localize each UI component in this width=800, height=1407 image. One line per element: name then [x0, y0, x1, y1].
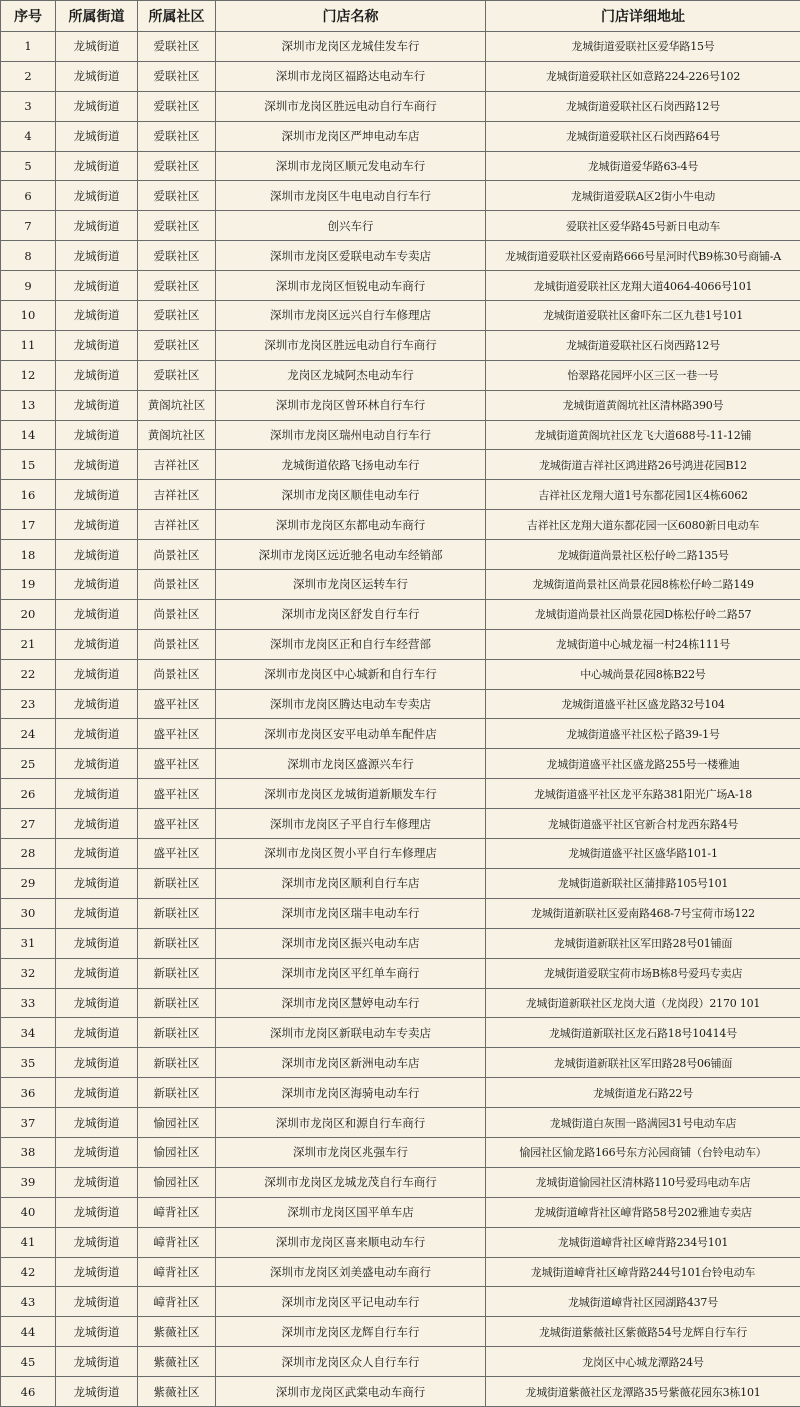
cell-index: 12: [1, 360, 56, 390]
cell-store-name: 深圳市龙岗区远兴自行车修理店: [216, 301, 486, 331]
cell-index: 27: [1, 809, 56, 839]
cell-street: 龙城街道: [56, 1078, 138, 1108]
cell-address: 龙城街道爱联社区龙翔大道4064-4066号101: [486, 271, 800, 301]
table-row: [1, 1048, 800, 1078]
cell-community: 爱联社区: [138, 211, 216, 241]
header-index: 序号: [1, 1, 56, 32]
cell-address: 龙城街道盛平社区松子路39-1号: [486, 719, 800, 749]
cell-store-name: 深圳市龙岗区盛源兴车行: [216, 749, 486, 779]
cell-street: 龙城街道: [56, 1167, 138, 1197]
cell-community: 愉园社区: [138, 1167, 216, 1197]
cell-address: 龙城街道中心城龙福一村24栋111号: [486, 629, 800, 659]
cell-address: 爱联社区爱华路45号新日电动车: [486, 211, 800, 241]
cell-community: 尚景社区: [138, 570, 216, 600]
cell-index: 15: [1, 450, 56, 480]
cell-address: 龙城街道爱联社区爱南路666号星河时代B9栋30号商铺-A: [486, 241, 800, 271]
header-store-name: 门店名称: [216, 1, 486, 32]
cell-community: 尚景社区: [138, 599, 216, 629]
cell-community: 新联社区: [138, 988, 216, 1018]
cell-address: 龙城街道爱联社区石岗西路12号: [486, 91, 800, 121]
cell-index: 4: [1, 121, 56, 151]
table-row: [1, 390, 800, 420]
cell-community: 黄阁坑社区: [138, 420, 216, 450]
cell-store-name: 深圳市龙岗区恒锐电动车商行: [216, 271, 486, 301]
cell-community: 盛平社区: [138, 839, 216, 869]
cell-store-name: 深圳市龙岗区正和自行车经营部: [216, 629, 486, 659]
cell-store-name: 深圳市龙岗区福路达电动车行: [216, 61, 486, 91]
table-row: [1, 749, 800, 779]
table-row: [1, 809, 800, 839]
cell-index: 44: [1, 1317, 56, 1347]
cell-community: 新联社区: [138, 958, 216, 988]
cell-community: 吉祥社区: [138, 450, 216, 480]
cell-street: 龙城街道: [56, 898, 138, 928]
cell-community: 嶂背社区: [138, 1257, 216, 1287]
cell-store-name: 深圳市龙岗区腾达电动车专卖店: [216, 689, 486, 719]
table-row: [1, 450, 800, 480]
cell-store-name: 深圳市龙岗区振兴电动车店: [216, 928, 486, 958]
cell-community: 新联社区: [138, 1018, 216, 1048]
cell-community: 紫薇社区: [138, 1317, 216, 1347]
cell-address: 龙城街道龙石路22号: [486, 1078, 800, 1108]
header-street: 所属街道: [56, 1, 138, 32]
table-row: [1, 480, 800, 510]
cell-address: 龙城街道愉园社区清林路110号爱玛电动车店: [486, 1167, 800, 1197]
cell-street: 龙城街道: [56, 390, 138, 420]
cell-store-name: 深圳市龙岗区和源自行车商行: [216, 1108, 486, 1138]
table-row: [1, 1347, 800, 1377]
cell-community: 爱联社区: [138, 301, 216, 331]
table-row: [1, 1137, 800, 1167]
cell-street: 龙城街道: [56, 301, 138, 331]
cell-store-name: 创兴车行: [216, 211, 486, 241]
cell-community: 黄阁坑社区: [138, 390, 216, 420]
table-row: [1, 330, 800, 360]
cell-community: 愉园社区: [138, 1108, 216, 1138]
cell-address: 愉园社区愉龙路166号东方沁园商铺（台铃电动车）: [486, 1137, 800, 1167]
cell-street: 龙城街道: [56, 1287, 138, 1317]
table-row: [1, 988, 800, 1018]
header-address: 门店详细地址: [486, 1, 800, 32]
cell-store-name: 深圳市龙岗区贺小平自行车修理店: [216, 839, 486, 869]
table-row: [1, 1078, 800, 1108]
table-row: [1, 1167, 800, 1197]
cell-address: 龙城街道盛平社区盛华路101-1: [486, 839, 800, 869]
cell-address: 龙城街道盛平社区龙平东路381阳光广场A-18: [486, 779, 800, 809]
cell-store-name: 深圳市龙岗区顺利自行车店: [216, 868, 486, 898]
table-header-row: [1, 1, 800, 32]
table-row: [1, 1227, 800, 1257]
cell-address: 龙城街道爱联社区爱华路15号: [486, 32, 800, 62]
cell-store-name: 深圳市龙岗区运转车行: [216, 570, 486, 600]
cell-index: 29: [1, 868, 56, 898]
cell-index: 38: [1, 1137, 56, 1167]
cell-store-name: 龙岗区龙城阿杰电动车行: [216, 360, 486, 390]
cell-street: 龙城街道: [56, 1137, 138, 1167]
table-row: [1, 121, 800, 151]
cell-street: 龙城街道: [56, 629, 138, 659]
cell-index: 3: [1, 91, 56, 121]
table-row: [1, 1108, 800, 1138]
cell-community: 爱联社区: [138, 151, 216, 181]
cell-store-name: 深圳市龙岗区慧婷电动车行: [216, 988, 486, 1018]
table-row: [1, 540, 800, 570]
cell-store-name: 深圳市龙岗区喜来顺电动车行: [216, 1227, 486, 1257]
cell-store-name: 深圳市龙岗区平记电动车行: [216, 1287, 486, 1317]
cell-address: 怡翠路花园坪小区三区一巷一号: [486, 360, 800, 390]
cell-address: 龙城街道嶂背社区嶂背路58号202雅迪专卖店: [486, 1197, 800, 1227]
cell-index: 41: [1, 1227, 56, 1257]
cell-store-name: 深圳市龙岗区曾环林自行车行: [216, 390, 486, 420]
cell-address: 龙城街道盛平社区盛龙路32号104: [486, 689, 800, 719]
cell-index: 30: [1, 898, 56, 928]
cell-store-name: 深圳市龙岗区胜远电动自行车商行: [216, 91, 486, 121]
cell-index: 5: [1, 151, 56, 181]
cell-street: 龙城街道: [56, 1347, 138, 1377]
cell-index: 8: [1, 241, 56, 271]
table-row: [1, 360, 800, 390]
cell-street: 龙城街道: [56, 540, 138, 570]
cell-community: 尚景社区: [138, 659, 216, 689]
cell-street: 龙城街道: [56, 1048, 138, 1078]
cell-address: 龙城街道新联社区军田路28号01铺面: [486, 928, 800, 958]
cell-street: 龙城街道: [56, 510, 138, 540]
cell-street: 龙城街道: [56, 450, 138, 480]
cell-store-name: 深圳市龙岗区武棠电动车商行: [216, 1377, 486, 1407]
cell-store-name: 深圳市龙岗区龙辉自行车行: [216, 1317, 486, 1347]
cell-index: 20: [1, 599, 56, 629]
cell-store-name: 深圳市龙岗区胜远电动自行车商行: [216, 330, 486, 360]
cell-community: 爱联社区: [138, 32, 216, 62]
cell-street: 龙城街道: [56, 1018, 138, 1048]
cell-address: 龙城街道爱联社区石岗西路64号: [486, 121, 800, 151]
cell-store-name: 深圳市龙岗区龙城佳发车行: [216, 32, 486, 62]
cell-community: 爱联社区: [138, 121, 216, 151]
cell-street: 龙城街道: [56, 330, 138, 360]
cell-community: 爱联社区: [138, 91, 216, 121]
cell-store-name: 深圳市龙岗区舒发自行车行: [216, 599, 486, 629]
cell-index: 18: [1, 540, 56, 570]
cell-street: 龙城街道: [56, 659, 138, 689]
cell-index: 6: [1, 181, 56, 211]
cell-street: 龙城街道: [56, 599, 138, 629]
cell-store-name: 深圳市龙岗区严坤电动车店: [216, 121, 486, 151]
cell-index: 31: [1, 928, 56, 958]
cell-index: 26: [1, 779, 56, 809]
cell-address: 吉祥社区龙翔大道1号东都花园1区4栋6062: [486, 480, 800, 510]
cell-community: 嶂背社区: [138, 1197, 216, 1227]
table-row: [1, 151, 800, 181]
cell-address: 龙城街道盛平社区盛龙路255号一楼雅迪: [486, 749, 800, 779]
cell-index: 7: [1, 211, 56, 241]
cell-street: 龙城街道: [56, 360, 138, 390]
cell-address: 龙城街道新联社区蒲排路105号101: [486, 868, 800, 898]
cell-community: 盛平社区: [138, 689, 216, 719]
cell-street: 龙城街道: [56, 121, 138, 151]
cell-community: 盛平社区: [138, 749, 216, 779]
cell-store-name: 深圳市龙岗区众人自行车行: [216, 1347, 486, 1377]
cell-street: 龙城街道: [56, 32, 138, 62]
cell-store-name: 深圳市龙岗区平红单车商行: [216, 958, 486, 988]
cell-street: 龙城街道: [56, 91, 138, 121]
table-row: [1, 91, 800, 121]
cell-index: 13: [1, 390, 56, 420]
cell-street: 龙城街道: [56, 271, 138, 301]
cell-index: 11: [1, 330, 56, 360]
cell-street: 龙城街道: [56, 181, 138, 211]
cell-community: 嶂背社区: [138, 1227, 216, 1257]
cell-index: 17: [1, 510, 56, 540]
cell-street: 龙城街道: [56, 1257, 138, 1287]
table-row: [1, 1377, 800, 1407]
table-row: [1, 779, 800, 809]
cell-community: 爱联社区: [138, 241, 216, 271]
cell-address: 龙岗区中心城龙潭路24号: [486, 1347, 800, 1377]
cell-index: 32: [1, 958, 56, 988]
cell-store-name: 深圳市龙岗区子平自行车修理店: [216, 809, 486, 839]
cell-address: 龙城街道新联社区龙岗大道（龙岗段）2170 101: [486, 988, 800, 1018]
cell-index: 42: [1, 1257, 56, 1287]
cell-community: 尚景社区: [138, 540, 216, 570]
cell-street: 龙城街道: [56, 839, 138, 869]
cell-community: 吉祥社区: [138, 510, 216, 540]
table-row: [1, 629, 800, 659]
cell-address: 龙城街道爱联宝荷市场B栋8号爱玛专卖店: [486, 958, 800, 988]
cell-community: 爱联社区: [138, 360, 216, 390]
cell-address: 龙城街道吉祥社区鸿进路26号鸿进花园B12: [486, 450, 800, 480]
cell-address: 龙城街道紫薇社区紫薇路54号龙辉自行车行: [486, 1317, 800, 1347]
cell-store-name: 深圳市龙岗区爱联电动车专卖店: [216, 241, 486, 271]
cell-street: 龙城街道: [56, 1227, 138, 1257]
table-row: [1, 271, 800, 301]
cell-index: 23: [1, 689, 56, 719]
cell-address: 龙城街道爱联A区2街小牛电动: [486, 181, 800, 211]
cell-street: 龙城街道: [56, 570, 138, 600]
cell-street: 龙城街道: [56, 779, 138, 809]
cell-index: 24: [1, 719, 56, 749]
cell-community: 新联社区: [138, 1048, 216, 1078]
table-row: [1, 510, 800, 540]
cell-address: 龙城街道爱联社区石岗西路12号: [486, 330, 800, 360]
cell-community: 爱联社区: [138, 271, 216, 301]
cell-store-name: 龙城街道依路飞扬电动车行: [216, 450, 486, 480]
cell-street: 龙城街道: [56, 809, 138, 839]
cell-street: 龙城街道: [56, 988, 138, 1018]
cell-store-name: 深圳市龙岗区瑞丰电动车行: [216, 898, 486, 928]
cell-street: 龙城街道: [56, 719, 138, 749]
cell-community: 新联社区: [138, 898, 216, 928]
cell-index: 21: [1, 629, 56, 659]
table-row: [1, 599, 800, 629]
cell-index: 33: [1, 988, 56, 1018]
table-row: [1, 181, 800, 211]
cell-store-name: 深圳市龙岗区安平电动单车配件店: [216, 719, 486, 749]
cell-index: 14: [1, 420, 56, 450]
cell-index: 10: [1, 301, 56, 331]
table-row: [1, 1287, 800, 1317]
cell-address: 龙城街道盛平社区官新合村龙西东路4号: [486, 809, 800, 839]
cell-store-name: 深圳市龙岗区顺元发电动车行: [216, 151, 486, 181]
table-row: [1, 958, 800, 988]
cell-community: 尚景社区: [138, 629, 216, 659]
cell-store-name: 深圳市龙岗区兆强车行: [216, 1137, 486, 1167]
cell-address: 龙城街道嶂背社区嶂背路234号101: [486, 1227, 800, 1257]
cell-index: 9: [1, 271, 56, 301]
cell-address: 龙城街道黄阁坑社区清林路390号: [486, 390, 800, 420]
table-row: [1, 928, 800, 958]
table-body: [1, 32, 800, 1407]
cell-store-name: 深圳市龙岗区中心城新和自行车行: [216, 659, 486, 689]
cell-address: 龙城街道嶂背社区嶂背路244号101台铃电动车: [486, 1257, 800, 1287]
table-row: [1, 32, 800, 62]
table-row: [1, 1317, 800, 1347]
table-row: [1, 689, 800, 719]
cell-index: 36: [1, 1078, 56, 1108]
cell-index: 40: [1, 1197, 56, 1227]
cell-address: 龙城街道尚景社区松仔岭二路135号: [486, 540, 800, 570]
cell-street: 龙城街道: [56, 1317, 138, 1347]
cell-community: 紫薇社区: [138, 1377, 216, 1407]
cell-store-name: 深圳市龙岗区远近驰名电动车经销部: [216, 540, 486, 570]
cell-index: 34: [1, 1018, 56, 1048]
table-row: [1, 898, 800, 928]
cell-index: 43: [1, 1287, 56, 1317]
cell-index: 37: [1, 1108, 56, 1138]
cell-index: 39: [1, 1167, 56, 1197]
cell-address: 龙城街道爱联社区畲吓东二区九巷1号101: [486, 301, 800, 331]
cell-street: 龙城街道: [56, 1108, 138, 1138]
cell-store-name: 深圳市龙岗区东都电动车商行: [216, 510, 486, 540]
table-row: [1, 211, 800, 241]
table-row: [1, 1197, 800, 1227]
cell-index: 28: [1, 839, 56, 869]
cell-index: 45: [1, 1347, 56, 1377]
table-row: [1, 1257, 800, 1287]
cell-street: 龙城街道: [56, 1197, 138, 1227]
cell-index: 16: [1, 480, 56, 510]
cell-address: 龙城街道嶂背社区园湖路437号: [486, 1287, 800, 1317]
cell-community: 盛平社区: [138, 719, 216, 749]
cell-address: 吉祥社区龙翔大道东都花园一区6080新日电动车: [486, 510, 800, 540]
header-community: 所属社区: [138, 1, 216, 32]
cell-street: 龙城街道: [56, 151, 138, 181]
cell-index: 35: [1, 1048, 56, 1078]
cell-index: 46: [1, 1377, 56, 1407]
cell-address: 龙城街道尚景社区尚景花园8栋松仔岭二路149: [486, 570, 800, 600]
cell-street: 龙城街道: [56, 868, 138, 898]
cell-address: 龙城街道新联社区龙石路18号10414号: [486, 1018, 800, 1048]
cell-store-name: 深圳市龙岗区瑞州电动自行车行: [216, 420, 486, 450]
cell-store-name: 深圳市龙岗区国平单车店: [216, 1197, 486, 1227]
cell-store-name: 深圳市龙岗区龙城龙茂自行车商行: [216, 1167, 486, 1197]
cell-store-name: 深圳市龙岗区龙城街道新顺发车行: [216, 779, 486, 809]
cell-address: 龙城街道白灰围一路满园31号电动车店: [486, 1108, 800, 1138]
table-row: [1, 61, 800, 91]
cell-address: 龙城街道紫薇社区龙潭路35号紫薇花园东3栋101: [486, 1377, 800, 1407]
cell-index: 19: [1, 570, 56, 600]
cell-store-name: 深圳市龙岗区海骑电动车行: [216, 1078, 486, 1108]
cell-community: 吉祥社区: [138, 480, 216, 510]
cell-community: 盛平社区: [138, 779, 216, 809]
table-row: [1, 570, 800, 600]
table-row: [1, 301, 800, 331]
cell-street: 龙城街道: [56, 958, 138, 988]
table-row: [1, 420, 800, 450]
cell-street: 龙城街道: [56, 241, 138, 271]
cell-community: 愉园社区: [138, 1137, 216, 1167]
cell-index: 1: [1, 32, 56, 62]
cell-address: 龙城街道新联社区军田路28号06铺面: [486, 1048, 800, 1078]
table-row: [1, 839, 800, 869]
cell-street: 龙城街道: [56, 1377, 138, 1407]
cell-community: 新联社区: [138, 1078, 216, 1108]
cell-address: 龙城街道爱联社区如意路224-226号102: [486, 61, 800, 91]
cell-store-name: 深圳市龙岗区顺佳电动车行: [216, 480, 486, 510]
cell-community: 爱联社区: [138, 61, 216, 91]
cell-index: 2: [1, 61, 56, 91]
cell-community: 新联社区: [138, 868, 216, 898]
cell-street: 龙城街道: [56, 928, 138, 958]
table-row: [1, 241, 800, 271]
cell-store-name: 深圳市龙岗区刘美盛电动车商行: [216, 1257, 486, 1287]
cell-address: 龙城街道新联社区爱南路468-7号宝荷市场122: [486, 898, 800, 928]
cell-address: 龙城街道黄阁坑社区龙飞大道688号-11-12铺: [486, 420, 800, 450]
table-row: [1, 868, 800, 898]
cell-community: 嶂背社区: [138, 1287, 216, 1317]
table-row: [1, 659, 800, 689]
cell-address: 中心城尚景花园8栋B22号: [486, 659, 800, 689]
cell-street: 龙城街道: [56, 749, 138, 779]
cell-community: 爱联社区: [138, 181, 216, 211]
cell-street: 龙城街道: [56, 420, 138, 450]
cell-community: 紫薇社区: [138, 1347, 216, 1377]
cell-address: 龙城街道爱华路63-4号: [486, 151, 800, 181]
table-row: [1, 719, 800, 749]
cell-store-name: 深圳市龙岗区新联电动车专卖店: [216, 1018, 486, 1048]
cell-community: 爱联社区: [138, 330, 216, 360]
cell-index: 22: [1, 659, 56, 689]
cell-community: 新联社区: [138, 928, 216, 958]
cell-community: 盛平社区: [138, 809, 216, 839]
cell-index: 25: [1, 749, 56, 779]
cell-store-name: 深圳市龙岗区新洲电动车店: [216, 1048, 486, 1078]
cell-street: 龙城街道: [56, 480, 138, 510]
cell-street: 龙城街道: [56, 211, 138, 241]
cell-street: 龙城街道: [56, 61, 138, 91]
cell-store-name: 深圳市龙岗区牛电电动自行车行: [216, 181, 486, 211]
table-row: [1, 1018, 800, 1048]
cell-address: 龙城街道尚景社区尚景花园D栋松仔岭二路57: [486, 599, 800, 629]
cell-street: 龙城街道: [56, 689, 138, 719]
